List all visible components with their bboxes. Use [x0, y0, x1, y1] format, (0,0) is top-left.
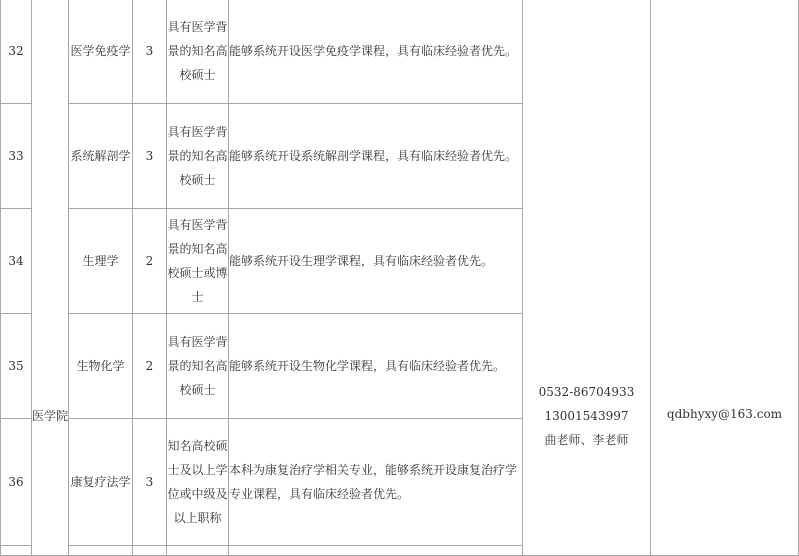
course-name: 生物化学: [69, 314, 133, 419]
course-name: 生理学: [69, 209, 133, 314]
contact-mobile: 13001543997: [544, 409, 629, 423]
contact-email: qdbhyxy@163.com: [666, 407, 783, 421]
description: 能够系统开设生物化学课程，具有临床经验者优先。: [229, 314, 523, 419]
requirement: 具有医学背景的知名高校硕士或博士: [167, 209, 229, 314]
position-count: 2: [133, 314, 167, 419]
requirement: 知名高校硕士及以上学位或中级及以上职称: [167, 419, 229, 546]
requirement: 具有医学背景的知名高校硕士: [167, 314, 229, 419]
course-name: 系统解剖学: [69, 104, 133, 209]
description: 能够系统开设生理学课程，具有临床经验者优先。: [229, 209, 523, 314]
row-number: 32: [1, 0, 32, 104]
college-name: 医学院: [32, 409, 69, 423]
empty-cell: [69, 546, 133, 556]
course-name: 医学免疫学: [69, 0, 133, 104]
row-number: 33: [1, 104, 32, 209]
row-number: 36: [1, 419, 32, 546]
college-cell: [32, 0, 69, 556]
contact-person: 曲老师、李老师: [544, 433, 629, 447]
table-row: [1, 0, 799, 104]
description: 能够系统开设医学免疫学课程，具有临床经验者优先。: [229, 0, 523, 104]
empty-cell: [167, 546, 229, 556]
empty-cell: [229, 546, 523, 556]
row-number: 34: [1, 209, 32, 314]
row-number: 35: [1, 314, 32, 419]
contact-phone: 0532-86704933: [538, 385, 635, 399]
requirement: 具有医学背景的知名高校硕士: [167, 104, 229, 209]
empty-cell: [1, 546, 32, 556]
position-count: 3: [133, 104, 167, 209]
email-cell: [651, 0, 799, 556]
contact-cell: [523, 0, 651, 556]
position-count: 3: [133, 419, 167, 546]
requirement: 具有医学背景的知名高校硕士: [167, 0, 229, 104]
description: 本科为康复治疗学相关专业，能够系统开设康复治疗学专业课程，具有临床经验者优先。: [229, 419, 523, 546]
course-name: 康复疗法学: [69, 419, 133, 546]
empty-cell: [133, 546, 167, 556]
position-count: 3: [133, 0, 167, 104]
position-count: 2: [133, 209, 167, 314]
description: 能够系统开设系统解剖学课程，具有临床经验者优先。: [229, 104, 523, 209]
